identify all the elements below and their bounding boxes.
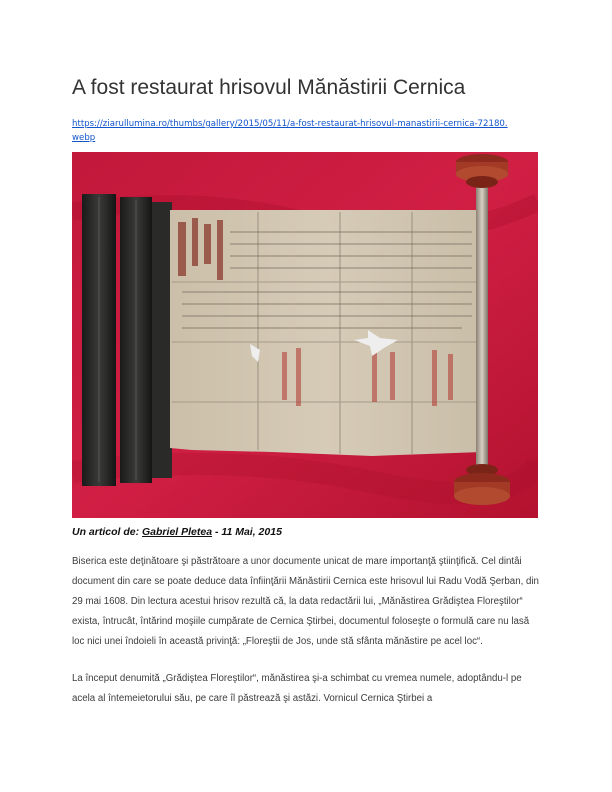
article-paragraph: Biserica este deţinătoare şi păstrătoare a unor documente unicat de mare importanţă ştiinţifică. Cel dintâi document din care se poate deduce data înfiinţării Mănăstirii Cernica este hrisovul lui Radu Vodă Şerban, din 29 mai 1608. Din lectura acestui hrisov rezultă că, la data redactării lui, „Mănăstirea Grădiştea Floreştilor“ exista, întrucât, întărind moşiile cumpărate de Cernica Ştirbei, documentul foloseşte o formulă care nu lasă loc nici unei îndoieli în această privinţă: „Floreştii de Jos, unde stă sfânta mănăstire pe acel loc“. [72, 556, 539, 647]
article-paragraph: La început denumită „Grădiştea Floreştilor“, mănăstirea şi-a schimbat cu vremea numele, adoptându-l pe acela al întemeietorului său, pe care îl păstrează şi astăzi. Vornicul Cernica Ştirbei a [72, 673, 522, 704]
article-date: - 11 Mai, 2015 [212, 526, 282, 538]
byline-prefix: Un articol de: [72, 526, 143, 538]
author-link[interactable]: Gabriel Pletea [142, 526, 213, 538]
image-source-link[interactable]: https://ziarullumina.ro/thumbs/gallery/2015/05/11/a-fost-restaurat-hrisovul-manastirii-cernica-72180.webp [72, 119, 508, 143]
rolled-cover [82, 194, 172, 486]
parchment-scroll [170, 210, 482, 456]
article-byline [72, 526, 542, 538]
article-title: A fost restaurat hrisovul Mănăstirii Cernica [72, 76, 466, 99]
manuscript-photo [72, 152, 538, 518]
